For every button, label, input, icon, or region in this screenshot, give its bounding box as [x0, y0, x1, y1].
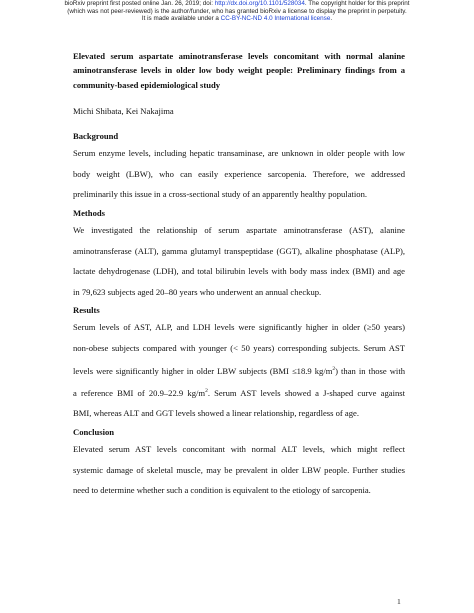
paragraph-line: Elevated serum AST levels concomitant with normal ALT levels, which might reflect	[73, 444, 405, 455]
methods-paragraph	[73, 220, 405, 302]
results-bmi-threshold-text: levels were significantly higher in older LBW subjects (BMI ≤18.9 kg/m	[73, 365, 333, 376]
license-link[interactable]: CC-BY-NC-ND 4.0 International license	[220, 15, 331, 23]
header-license-suffix: .	[330, 15, 333, 23]
paragraph-line: Serum levels of AST, ALP, and LDH levels were significantly higher in older (≥50 years)	[73, 322, 405, 333]
header-line-2: (which was not peer-reviewed) is the author/funder, who has granted bioRxiv a license to display the preprint in perpetuity.	[67, 7, 407, 15]
background-paragraph	[73, 143, 405, 205]
paragraph-line: We investigated the relationship of serum aspartate aminotransferase (AST), alanine	[73, 225, 405, 235]
results-jcurve-text: . Serum AST levels showed a J-shaped curve against	[207, 387, 405, 398]
author-list: Michi Shibata, Kei Nakajima	[73, 106, 174, 117]
doi-link[interactable]: http://dx.doi.org/10.1101/528034	[214, 0, 305, 7]
conclusion-paragraph	[73, 439, 405, 501]
header-line-1	[0, 0, 474, 8]
header-line-3	[0, 15, 474, 23]
paragraph-line	[73, 359, 405, 381]
header-doi-prefix: bioRxiv preprint first posted online Jan. 26, 2019; doi:	[64, 0, 215, 7]
results-reference-bmi-text: a reference BMI of 20.9–22.9 kg/m	[73, 387, 206, 398]
paragraph-line: lactate dehydrogenase (LDH), and total bilirubin levels with body mass index (BMI) and age	[73, 266, 405, 277]
paragraph-line: systemic damage of skeletal muscle, may be prevalent in older LBW people. Further studies	[73, 464, 405, 475]
results-heading: Results	[73, 305, 100, 316]
paragraph-line	[73, 381, 405, 403]
superscript-2: 2	[205, 388, 208, 395]
page-number: 1	[397, 597, 401, 606]
paragraph-line: body weight (LBW), who can easily experience sarcopenia. Therefore, we addressed	[73, 168, 405, 179]
header-license-prefix: It is made available under a	[141, 15, 221, 23]
conclusion-heading: Conclusion	[73, 427, 115, 438]
paragraph-line: aminotransferase (ALT), gamma glutamyl transpeptidase (GGT), alkaline phosphatase (ALP),	[73, 245, 405, 256]
biorxiv-license-header	[0, 0, 474, 23]
paragraph-line: preliminarily this issue in a cross-sectional study of an apparently healthy population.	[73, 189, 368, 200]
paper-title	[73, 49, 405, 92]
paragraph-line: BMI, whereas ALT and GGT levels showed a linear relationship, regardless of age.	[73, 408, 359, 419]
title-line: community-based epidemiological study	[73, 79, 221, 90]
results-paragraph	[73, 317, 405, 424]
paragraph-line: Serum enzyme levels, including hepatic transaminase, are unknown in older people with low	[73, 148, 405, 159]
header-copyright-text: . The copyright holder for this preprint	[304, 0, 410, 7]
paragraph-line: in 79,623 subjects aged 20–80 years who underwent an annual checkup.	[73, 286, 322, 297]
results-comparison-text: ) than in those with	[335, 365, 405, 376]
title-line: aminotransferase levels in older low body weight people: Preliminary findings from a	[73, 65, 405, 76]
methods-heading: Methods	[73, 208, 105, 218]
paragraph-line: non-obese subjects compared with younger (< 50 years) corresponding subjects. Serum AST	[73, 342, 405, 353]
superscript-2: 2	[332, 365, 336, 372]
title-line: Elevated serum aspartate aminotransferase levels concomitant with normal alanine	[73, 51, 405, 61]
paragraph-line: need to determine whether such a condition is equivalent to the etiology of sarcopenia.	[73, 485, 371, 496]
abstract-content	[73, 49, 405, 501]
background-heading: Background	[73, 131, 119, 142]
